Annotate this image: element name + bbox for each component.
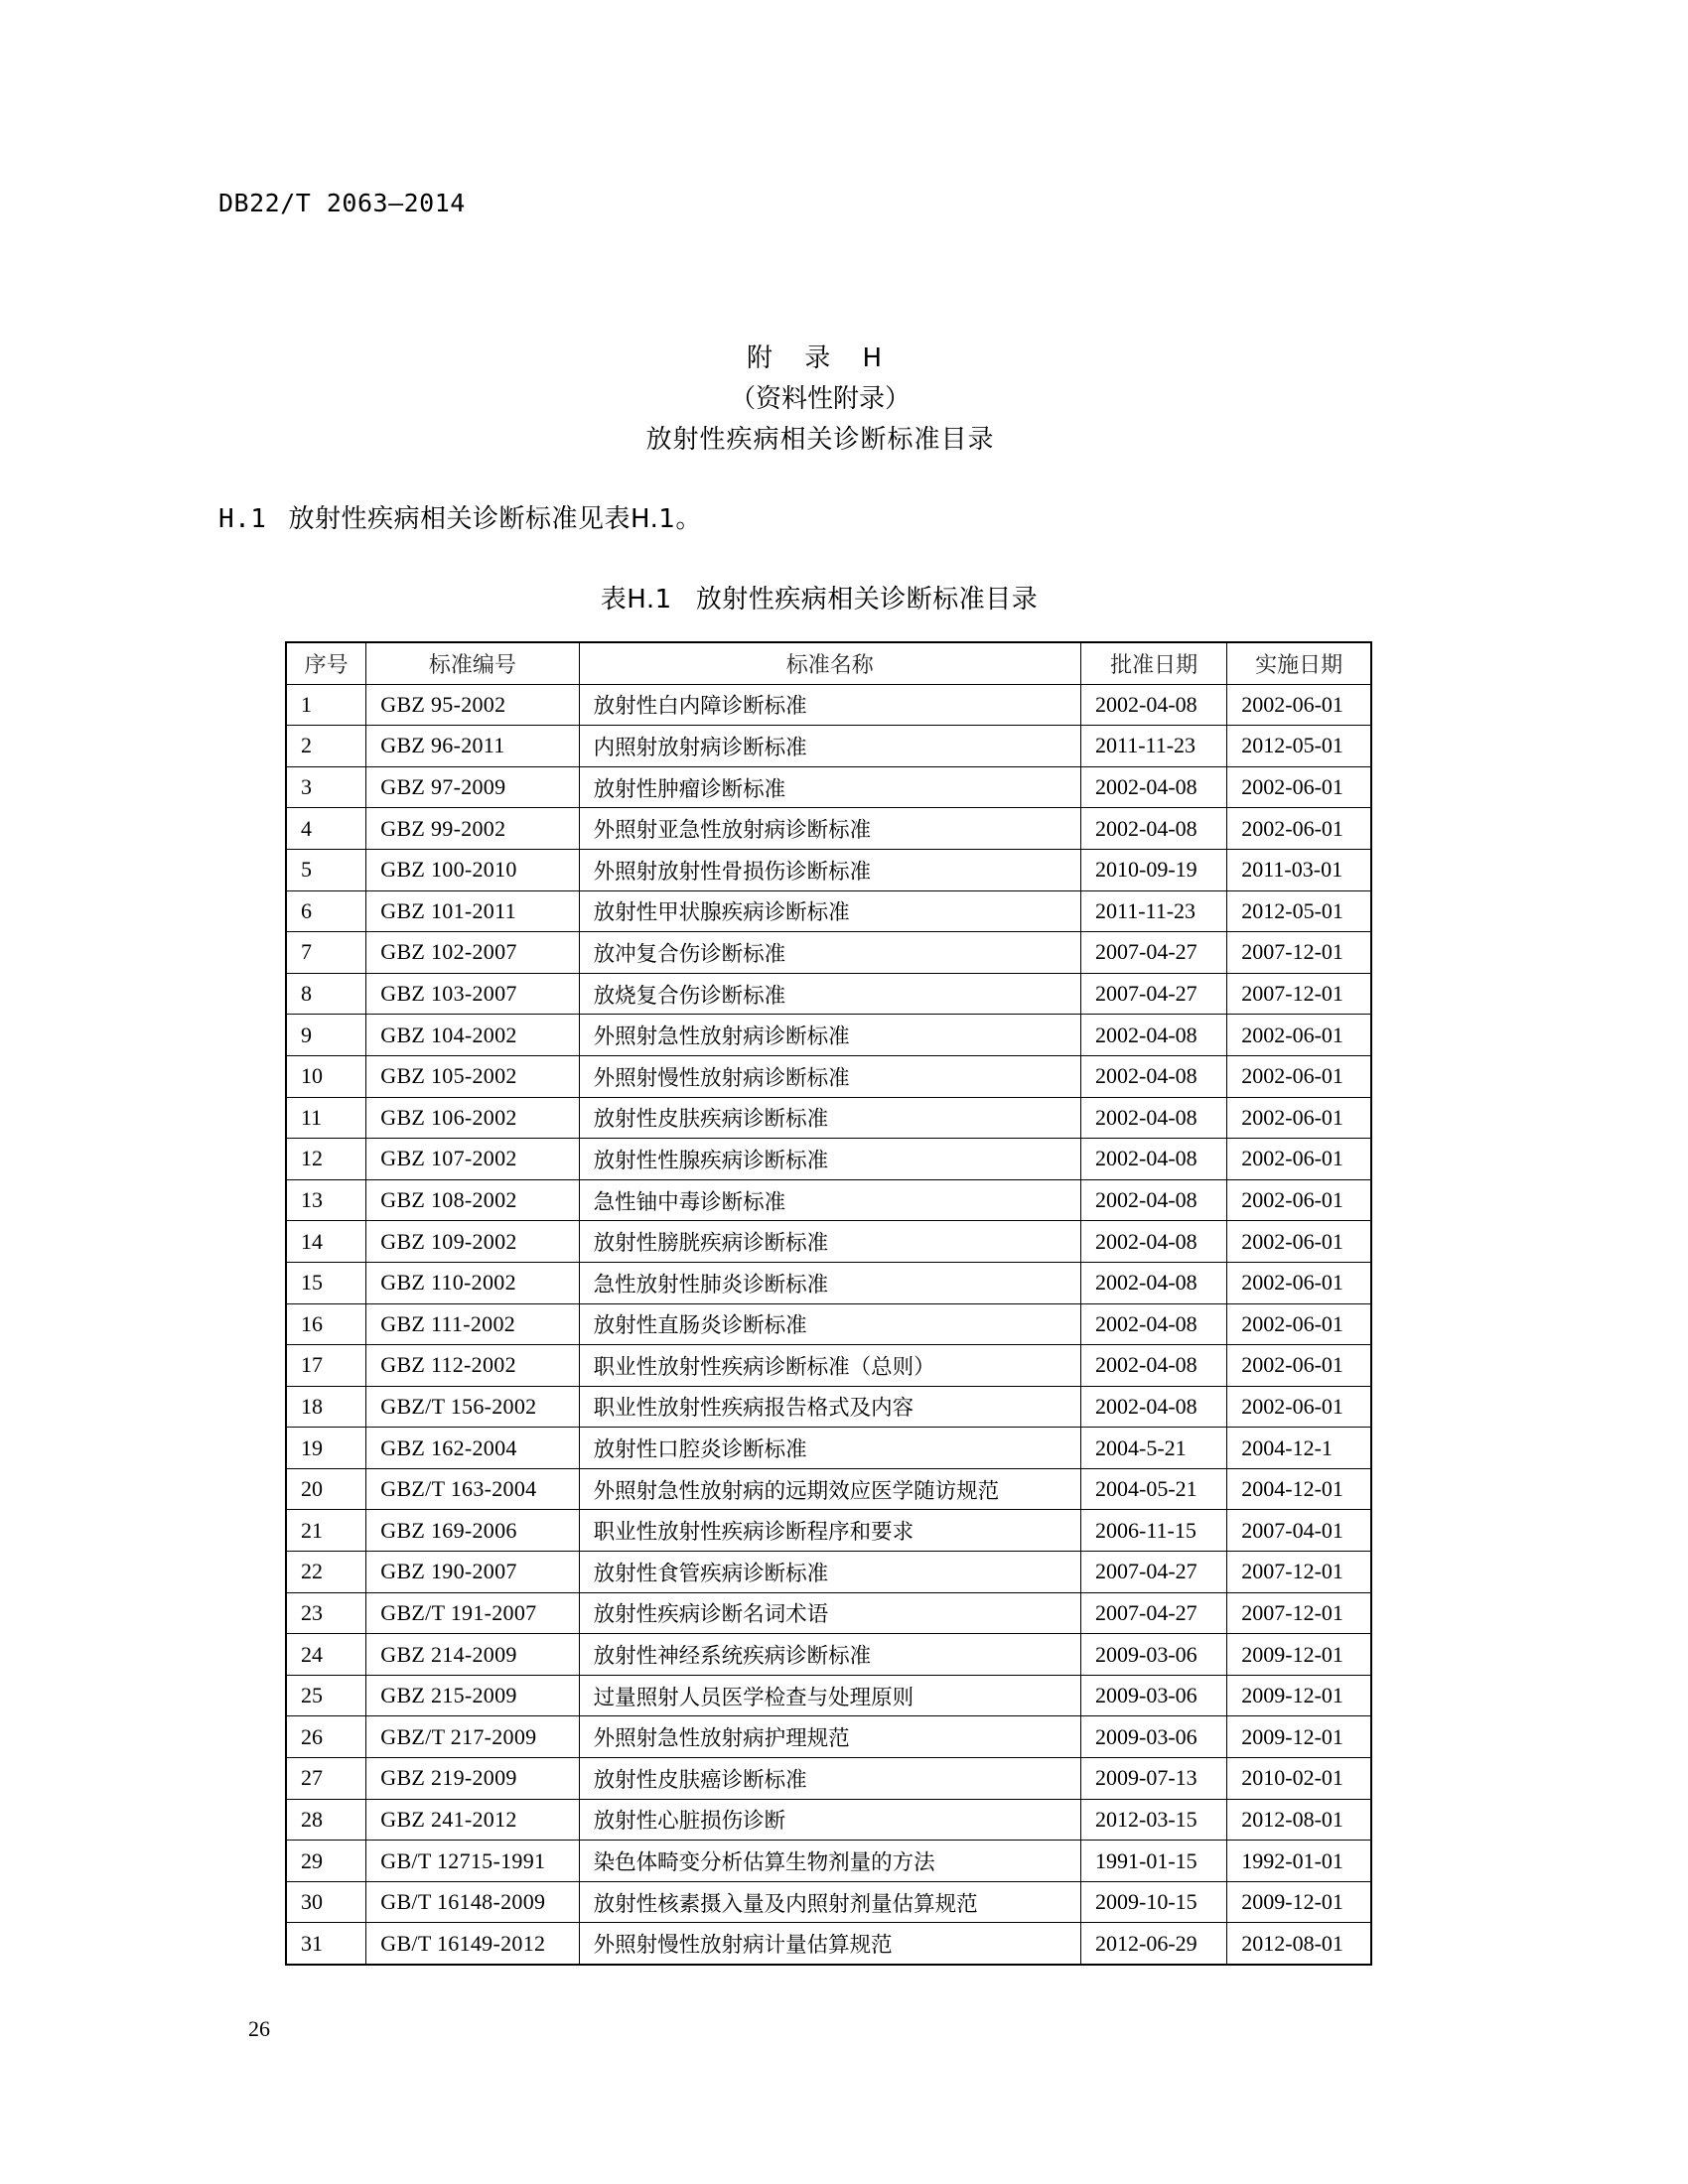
cell-approval-date: 2002-04-08 — [1081, 1221, 1227, 1263]
cell-standard-name: 急性铀中毒诊断标准 — [579, 1179, 1080, 1221]
cell-approval-date: 2009-03-06 — [1081, 1716, 1227, 1758]
cell-no: 8 — [286, 973, 366, 1015]
cell-no: 30 — [286, 1881, 366, 1923]
cell-implementation-date: 2007-12-01 — [1227, 932, 1371, 974]
cell-standard-code: GBZ/T 156-2002 — [366, 1386, 579, 1428]
cell-approval-date: 2009-03-06 — [1081, 1675, 1227, 1716]
table-row — [286, 684, 1371, 726]
appendix-name: 放射性疾病相关诊断标准目录 — [645, 425, 995, 455]
cell-standard-code: GBZ 109-2002 — [366, 1221, 579, 1263]
cell-approval-date: 2007-04-27 — [1081, 932, 1227, 974]
table-row — [286, 1758, 1371, 1800]
cell-no: 5 — [286, 849, 366, 890]
cell-standard-code: GBZ 190-2007 — [366, 1552, 579, 1593]
cell-approval-date: 1991-01-15 — [1081, 1841, 1227, 1882]
cell-standard-code: GBZ 106-2002 — [366, 1097, 579, 1139]
table-row — [286, 1428, 1371, 1469]
table-body — [286, 684, 1371, 1965]
cell-standard-name: 放烧复合伤诊断标准 — [579, 973, 1080, 1015]
cell-standard-name: 内照射放射病诊断标准 — [579, 726, 1080, 767]
table-row — [286, 1881, 1371, 1923]
cell-implementation-date: 2009-12-01 — [1227, 1716, 1371, 1758]
cell-implementation-date: 2002-06-01 — [1227, 1055, 1371, 1097]
cell-implementation-date: 1992-01-01 — [1227, 1841, 1371, 1882]
cell-standard-code: GBZ 241-2012 — [366, 1799, 579, 1841]
table-row — [286, 1055, 1371, 1097]
cell-no: 19 — [286, 1428, 366, 1469]
cell-standard-name: 放射性肿瘤诊断标准 — [579, 766, 1080, 808]
cell-standard-code: GBZ 97-2009 — [366, 766, 579, 808]
cell-standard-name: 急性放射性肺炎诊断标准 — [579, 1262, 1080, 1303]
cell-no: 28 — [286, 1799, 366, 1841]
cell-standard-code: GBZ 105-2002 — [366, 1055, 579, 1097]
cell-approval-date: 2004-5-21 — [1081, 1428, 1227, 1469]
cell-approval-date: 2002-04-08 — [1081, 1345, 1227, 1387]
cell-no: 15 — [286, 1262, 366, 1303]
cell-standard-code: GBZ 110-2002 — [366, 1262, 579, 1303]
cell-approval-date: 2002-04-08 — [1081, 1055, 1227, 1097]
cell-standard-name: 放冲复合伤诊断标准 — [579, 932, 1080, 974]
cell-approval-date: 2004-05-21 — [1081, 1468, 1227, 1510]
table-caption-number: 表H.1 — [600, 585, 672, 614]
cell-implementation-date: 2002-06-01 — [1227, 1345, 1371, 1387]
cell-approval-date: 2002-04-08 — [1081, 684, 1227, 726]
table-row — [286, 1097, 1371, 1139]
cell-implementation-date: 2002-06-01 — [1227, 1139, 1371, 1180]
cell-implementation-date: 2002-06-01 — [1227, 766, 1371, 808]
cell-approval-date: 2002-04-08 — [1081, 1303, 1227, 1345]
cell-standard-code: GBZ 103-2007 — [366, 973, 579, 1015]
cell-standard-name: 职业性放射性疾病诊断标准（总则） — [579, 1345, 1080, 1387]
cell-no: 7 — [286, 932, 366, 974]
cell-approval-date: 2011-11-23 — [1081, 890, 1227, 932]
cell-standard-name: 放射性皮肤癌诊断标准 — [579, 1758, 1080, 1800]
cell-implementation-date: 2002-06-01 — [1227, 1015, 1371, 1056]
cell-no: 17 — [286, 1345, 366, 1387]
header-approval-date: 批准日期 — [1081, 642, 1227, 684]
cell-standard-name: 放射性甲状腺疾病诊断标准 — [579, 890, 1080, 932]
cell-standard-name: 放射性皮肤疾病诊断标准 — [579, 1097, 1080, 1139]
table-row — [286, 849, 1371, 890]
cell-standard-name: 放射性直肠炎诊断标准 — [579, 1303, 1080, 1345]
cell-approval-date: 2012-03-15 — [1081, 1799, 1227, 1841]
cell-standard-code: GBZ 102-2007 — [366, 932, 579, 974]
cell-standard-code: GBZ 101-2011 — [366, 890, 579, 932]
cell-standard-code: GBZ/T 217-2009 — [366, 1716, 579, 1758]
cell-approval-date: 2002-04-08 — [1081, 1179, 1227, 1221]
cell-standard-name: 放射性膀胱疾病诊断标准 — [579, 1221, 1080, 1263]
cell-standard-name: 职业性放射性疾病报告格式及内容 — [579, 1386, 1080, 1428]
cell-no: 20 — [286, 1468, 366, 1510]
cell-approval-date: 2012-06-29 — [1081, 1923, 1227, 1965]
cell-approval-date: 2007-04-27 — [1081, 1552, 1227, 1593]
cell-implementation-date: 2002-06-01 — [1227, 1262, 1371, 1303]
cell-standard-code: GBZ 219-2009 — [366, 1758, 579, 1800]
cell-standard-code: GBZ 111-2002 — [366, 1303, 579, 1345]
section-text: 放射性疾病相关诊断标准见表H.1。 — [288, 504, 702, 534]
cell-no: 16 — [286, 1303, 366, 1345]
table-row — [286, 766, 1371, 808]
cell-standard-name: 过量照射人员医学检查与处理原则 — [579, 1675, 1080, 1716]
table-row — [286, 1262, 1371, 1303]
section-number: H.1 — [218, 504, 267, 534]
cell-standard-code: GBZ 162-2004 — [366, 1428, 579, 1469]
cell-approval-date: 2009-10-15 — [1081, 1881, 1227, 1923]
table-row — [286, 1345, 1371, 1387]
cell-implementation-date: 2011-03-01 — [1227, 849, 1371, 890]
appendix-title: 附 录 H — [746, 343, 895, 373]
cell-implementation-date: 2007-12-01 — [1227, 1592, 1371, 1634]
cell-implementation-date: 2007-04-01 — [1227, 1510, 1371, 1552]
cell-standard-code: GBZ 104-2002 — [366, 1015, 579, 1056]
cell-standard-name: 放射性白内障诊断标准 — [579, 684, 1080, 726]
table-row — [286, 1139, 1371, 1180]
cell-no: 29 — [286, 1841, 366, 1882]
table-row — [286, 1303, 1371, 1345]
cell-no: 27 — [286, 1758, 366, 1800]
cell-no: 3 — [286, 766, 366, 808]
cell-standard-code: GBZ 95-2002 — [366, 684, 579, 726]
cell-standard-name: 染色体畸变分析估算生物剂量的方法 — [579, 1841, 1080, 1882]
cell-no: 24 — [286, 1634, 366, 1676]
cell-implementation-date: 2002-06-01 — [1227, 1179, 1371, 1221]
cell-implementation-date: 2009-12-01 — [1227, 1634, 1371, 1676]
cell-standard-code: GBZ 215-2009 — [366, 1675, 579, 1716]
cell-approval-date: 2002-04-08 — [1081, 1262, 1227, 1303]
cell-standard-name: 放射性神经系统疾病诊断标准 — [579, 1634, 1080, 1676]
cell-approval-date: 2009-07-13 — [1081, 1758, 1227, 1800]
table-row — [286, 1015, 1371, 1056]
table-row — [286, 890, 1371, 932]
cell-standard-name: 外照射慢性放射病计量估算规范 — [579, 1923, 1080, 1965]
cell-approval-date: 2002-04-08 — [1081, 1015, 1227, 1056]
cell-approval-date: 2011-11-23 — [1081, 726, 1227, 767]
cell-no: 22 — [286, 1552, 366, 1593]
section-paragraph — [218, 501, 702, 537]
table-caption-text: 放射性疾病相关诊断标准目录 — [695, 585, 1039, 614]
cell-standard-name: 外照射慢性放射病诊断标准 — [579, 1055, 1080, 1097]
table-row — [286, 1179, 1371, 1221]
table-row — [286, 726, 1371, 767]
table-row — [286, 1799, 1371, 1841]
cell-implementation-date: 2002-06-01 — [1227, 1303, 1371, 1345]
header-no: 序号 — [286, 642, 366, 684]
cell-standard-code: GBZ 100-2010 — [366, 849, 579, 890]
cell-approval-date: 2002-04-08 — [1081, 1386, 1227, 1428]
cell-implementation-date: 2002-06-01 — [1227, 684, 1371, 726]
cell-standard-code: GBZ/T 191-2007 — [366, 1592, 579, 1634]
cell-implementation-date: 2002-06-01 — [1227, 1097, 1371, 1139]
cell-standard-name: 外照射急性放射病护理规范 — [579, 1716, 1080, 1758]
cell-standard-code: GBZ 107-2002 — [366, 1139, 579, 1180]
cell-no: 18 — [286, 1386, 366, 1428]
table-header-row — [286, 642, 1371, 684]
cell-approval-date: 2002-04-08 — [1081, 1097, 1227, 1139]
cell-no: 1 — [286, 684, 366, 726]
cell-standard-name: 外照射急性放射病的远期效应医学随访规范 — [579, 1468, 1080, 1510]
cell-standard-code: GBZ 169-2006 — [366, 1510, 579, 1552]
cell-no: 31 — [286, 1923, 366, 1965]
cell-standard-name: 放射性口腔炎诊断标准 — [579, 1428, 1080, 1469]
cell-implementation-date: 2012-05-01 — [1227, 726, 1371, 767]
cell-standard-code: GB/T 16149-2012 — [366, 1923, 579, 1965]
cell-implementation-date: 2004-12-01 — [1227, 1468, 1371, 1510]
table-caption — [0, 582, 1638, 617]
cell-implementation-date: 2010-02-01 — [1227, 1758, 1371, 1800]
cell-no: 2 — [286, 726, 366, 767]
cell-no: 25 — [286, 1675, 366, 1716]
table-row — [286, 932, 1371, 974]
table-row — [286, 1841, 1371, 1882]
cell-no: 6 — [286, 890, 366, 932]
cell-standard-code: GB/T 16148-2009 — [366, 1881, 579, 1923]
cell-approval-date: 2002-04-08 — [1081, 808, 1227, 850]
page-number: 26 — [248, 2016, 270, 2041]
cell-approval-date: 2002-04-08 — [1081, 1139, 1227, 1180]
cell-no: 14 — [286, 1221, 366, 1263]
cell-implementation-date: 2002-06-01 — [1227, 808, 1371, 850]
cell-implementation-date: 2012-08-01 — [1227, 1923, 1371, 1965]
cell-no: 13 — [286, 1179, 366, 1221]
cell-no: 26 — [286, 1716, 366, 1758]
table-row — [286, 1634, 1371, 1676]
cell-standard-name: 外照射急性放射病诊断标准 — [579, 1015, 1080, 1056]
cell-standard-name: 放射性核素摄入量及内照射剂量估算规范 — [579, 1881, 1080, 1923]
cell-no: 9 — [286, 1015, 366, 1056]
table-row — [286, 1386, 1371, 1428]
table-row — [286, 1510, 1371, 1552]
cell-no: 12 — [286, 1139, 366, 1180]
table-row — [286, 808, 1371, 850]
cell-standard-code: GBZ 108-2002 — [366, 1179, 579, 1221]
cell-implementation-date: 2002-06-01 — [1227, 1386, 1371, 1428]
cell-approval-date: 2007-04-27 — [1081, 973, 1227, 1015]
cell-no: 23 — [286, 1592, 366, 1634]
cell-no: 11 — [286, 1097, 366, 1139]
appendix-type: （资料性附录） — [729, 384, 911, 414]
cell-standard-code: GBZ 96-2011 — [366, 726, 579, 767]
cell-standard-name: 外照射放射性骨损伤诊断标准 — [579, 849, 1080, 890]
document-code: DB22/T 2063—2014 — [218, 189, 466, 217]
cell-standard-code: GBZ 99-2002 — [366, 808, 579, 850]
table-row — [286, 1716, 1371, 1758]
header-code: 标准编号 — [366, 642, 579, 684]
header-implementation-date: 实施日期 — [1227, 642, 1371, 684]
table-row — [286, 1221, 1371, 1263]
table-row — [286, 1923, 1371, 1965]
table-row — [286, 1468, 1371, 1510]
cell-no: 4 — [286, 808, 366, 850]
cell-approval-date: 2002-04-08 — [1081, 766, 1227, 808]
cell-standard-name: 放射性疾病诊断名词术语 — [579, 1592, 1080, 1634]
cell-no: 10 — [286, 1055, 366, 1097]
cell-standard-code: GBZ/T 163-2004 — [366, 1468, 579, 1510]
cell-standard-name: 职业性放射性疾病诊断程序和要求 — [579, 1510, 1080, 1552]
cell-implementation-date: 2007-12-01 — [1227, 973, 1371, 1015]
cell-standard-name: 放射性性腺疾病诊断标准 — [579, 1139, 1080, 1180]
cell-approval-date: 2007-04-27 — [1081, 1592, 1227, 1634]
cell-implementation-date: 2012-08-01 — [1227, 1799, 1371, 1841]
standards-table — [285, 641, 1372, 1966]
cell-approval-date: 2010-09-19 — [1081, 849, 1227, 890]
cell-implementation-date: 2002-06-01 — [1227, 1221, 1371, 1263]
cell-implementation-date: 2009-12-01 — [1227, 1881, 1371, 1923]
cell-implementation-date: 2007-12-01 — [1227, 1552, 1371, 1593]
cell-approval-date: 2006-11-15 — [1081, 1510, 1227, 1552]
cell-standard-code: GBZ 112-2002 — [366, 1345, 579, 1387]
table-row — [286, 1592, 1371, 1634]
cell-standard-name: 放射性心脏损伤诊断 — [579, 1799, 1080, 1841]
cell-standard-code: GB/T 12715-1991 — [366, 1841, 579, 1882]
cell-approval-date: 2009-03-06 — [1081, 1634, 1227, 1676]
table-row — [286, 1675, 1371, 1716]
table-row — [286, 1552, 1371, 1593]
cell-implementation-date: 2004-12-1 — [1227, 1428, 1371, 1469]
table-row — [286, 973, 1371, 1015]
cell-standard-code: GBZ 214-2009 — [366, 1634, 579, 1676]
cell-implementation-date: 2012-05-01 — [1227, 890, 1371, 932]
cell-standard-name: 放射性食管疾病诊断标准 — [579, 1552, 1080, 1593]
cell-standard-name: 外照射亚急性放射病诊断标准 — [579, 808, 1080, 850]
cell-implementation-date: 2009-12-01 — [1227, 1675, 1371, 1716]
cell-no: 21 — [286, 1510, 366, 1552]
header-name: 标准名称 — [579, 642, 1080, 684]
